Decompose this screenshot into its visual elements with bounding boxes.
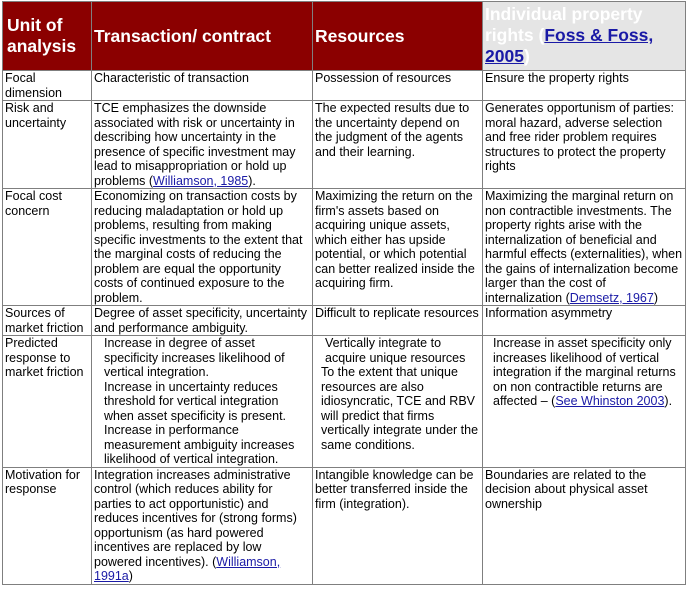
table-row (3, 189, 686, 306)
cell-property (483, 336, 686, 468)
cell-transaction (92, 467, 313, 584)
cell-suffix: ). (664, 394, 673, 408)
header-property-text: Individual property rights ( (485, 4, 643, 45)
table-row (3, 467, 686, 584)
row-label-motivation: Motivation for response (3, 467, 92, 584)
cell-property (483, 189, 686, 306)
cell-resources: Intangible knowledge can be better transferred inside the firm (integration). (313, 467, 483, 584)
cell-suffix: ). (248, 173, 256, 188)
cell-property: Ensure the property rights (483, 71, 686, 101)
header-property-rights (483, 2, 686, 71)
table-row (3, 101, 686, 189)
williamson-1991a-link[interactable]: Williamson, 1991a (94, 554, 281, 583)
cell-resources (313, 336, 483, 468)
cell-text: Integration increases administrative control (which reduces ability for parties to act opportunistic) and reduces incentives for (strong forms) opportunism (as hard powered incentives are replaced by low powered incentives). ( (94, 467, 297, 569)
cell-resources: Possession of resources (313, 71, 483, 101)
cell-property: Boundaries are related to the decision about physical asset ownership (483, 467, 686, 584)
paragraph: To the extent that unique resources are also idiosyncratic, TCE and RBV will predict that firms vertically integrate under the same conditions. (321, 365, 479, 452)
paragraph: Increase in performance measurement ambiguity increases likelihood of vertical integration. (104, 423, 295, 466)
williamson-1985-link[interactable]: Williamson, 1985 (153, 173, 249, 188)
cell-text: TCE emphasizes the downside associated with risk or uncertainty in describing how uncertainty in the presence of specific investment may lead to misappropriation or hold up problems ( (94, 101, 296, 188)
cell-resources: Difficult to replicate resources (313, 306, 483, 336)
cell-property: Generates opportunism of parties: moral hazard, adverse selection and free rider problem requires structures to protect the property rights (483, 101, 686, 189)
header-resources: Resources (313, 2, 483, 71)
cell-suffix: ) (128, 569, 133, 583)
table-row (3, 306, 686, 336)
comparison-table (2, 1, 686, 585)
cell-property: Information asymmetry (483, 306, 686, 336)
cell-resources: Maximizing the return on the firm's assets based on acquiring unique assets, which either has upside potential, or which potential can better realized inside the acquiring firm. (313, 189, 483, 306)
cell-transaction: Economizing on transaction costs by reducing maladaptation or hold up problems, resulting from making specific investments to the extent that the marginal costs of reducing the problem are equal the opportunity costs of continued exposure to the problem. (92, 189, 313, 306)
row-label-predicted: Predicted response to market friction (3, 336, 92, 468)
row-label-focal-dimension: Focal dimension (3, 71, 92, 101)
table-row (3, 71, 686, 101)
cell-transaction: Degree of asset specificity, uncertainty and performance ambiguity. (92, 306, 313, 336)
cell-text: Maximizing the marginal return on non contractible investments. The property rights arise with the internalization of beneficial and harmful effects (externalities), when the gains of internalization become larger than the cost of internalization ( (485, 189, 683, 305)
row-label-risk: Risk and uncertainty (3, 101, 92, 189)
header-property-suffix: ) (523, 46, 530, 66)
cell-text: Increase in asset specificity only increases likelihood of vertical integration if the marginal returns on non contractible returns are affected – ( (493, 336, 676, 408)
paragraph: Increase in degree of asset specificity increases likelihood of vertical integration. (104, 336, 285, 379)
foss-link[interactable]: Foss & Foss, 2005 (485, 25, 654, 66)
paragraph: Increase in uncertainty reduces threshold for vertical integration when asset specificity is present. (104, 379, 287, 423)
cell-transaction: Characteristic of transaction (92, 71, 313, 101)
table-row (3, 336, 686, 468)
header-row (3, 2, 686, 71)
row-label-friction: Sources of market friction (3, 306, 92, 336)
cell-suffix: ) (653, 290, 659, 305)
cell-resources: The expected results due to the uncertainty depend on the judgment of the agents and their learning. (313, 101, 483, 189)
cell-transaction (92, 336, 313, 468)
header-transaction-contract: Transaction/ contract (92, 2, 313, 71)
demsetz-link[interactable]: Demsetz, 1967 (569, 290, 654, 305)
row-label-focal-cost: Focal cost concern (3, 189, 92, 306)
cell-transaction (92, 101, 313, 189)
header-unit-of-analysis: Unit of analysis (3, 2, 92, 71)
paragraph: Vertically integrate to acquire unique resources (325, 336, 466, 365)
whinston-link[interactable]: See Whinston 2003 (555, 394, 665, 408)
